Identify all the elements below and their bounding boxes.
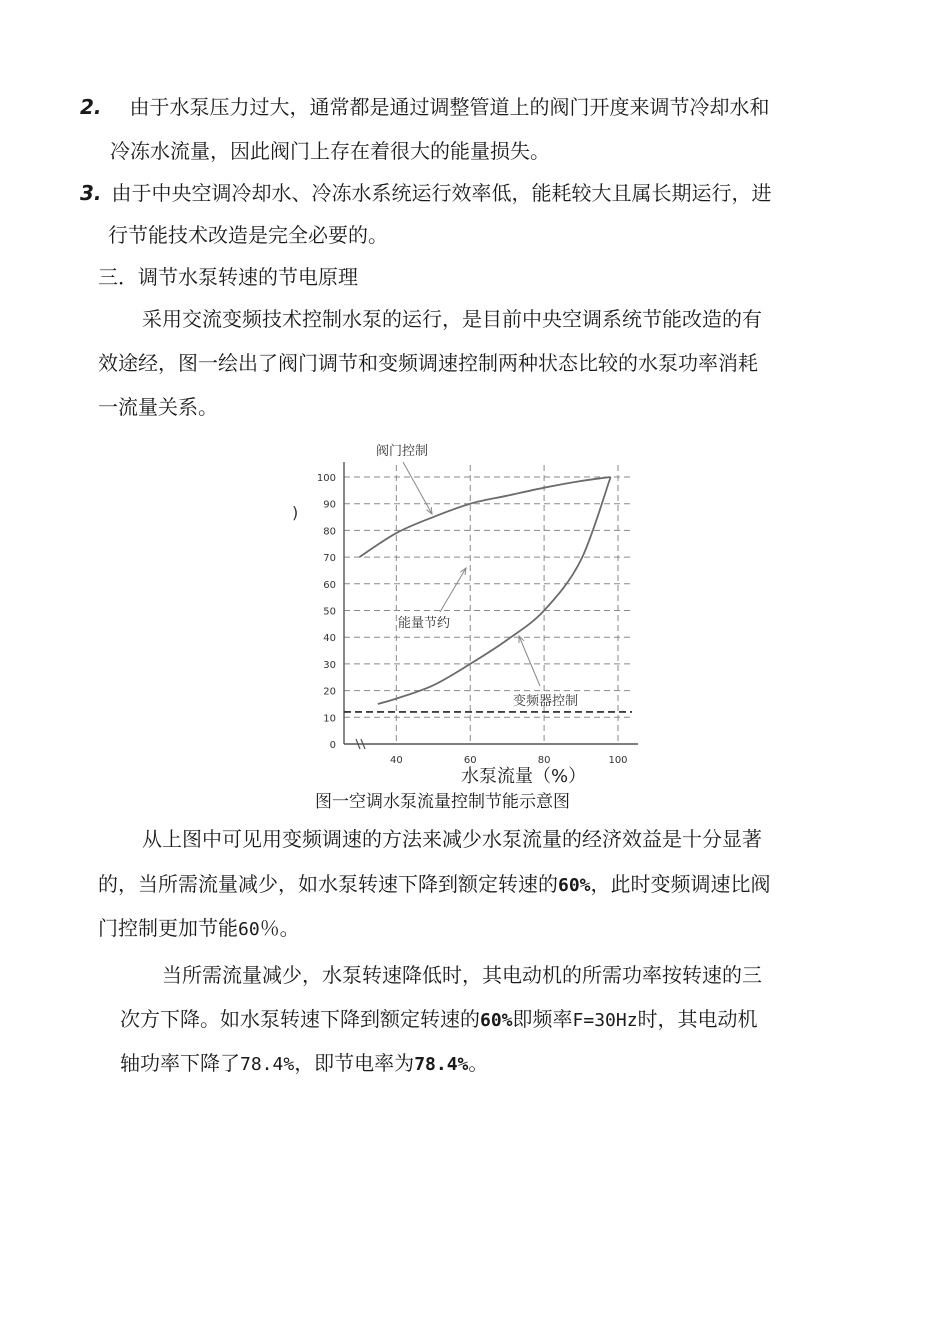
x-axis-label: 水泵流量（%） [461,766,587,787]
para2-line2-c: ，此时变频调速比阀 [590,872,771,896]
list-item-3-text-line1: 由于中央空调冷却水、冷冻水系统运行效率低，能耗较大且属长期运行，进 [111,181,772,205]
para1-line2: 效途经，图一绘出了阀门调节和变频调速控制两种状态比较的水泵功率消耗 [98,351,758,375]
para1-line1: 采用交流变频技术控制水泵的运行，是目前中央空调系统节能改造的有 [142,307,762,331]
para3-line2-value: 60% [480,1010,513,1031]
list-item-2-text-line2: 冷冻水流量，因此阀门上存在着很大的能量损失。 [110,139,550,163]
figure-caption: 图一空调水泵流量控制节能示意图 [315,792,570,812]
list-number-3: 3. [80,181,102,205]
y-tick-label: 60 [323,579,336,591]
para2-line1: 从上图中可见用变频调速的方法来减少水泵流量的经济效益是十分显著 [142,827,762,851]
x-tick-label: 40 [389,755,403,766]
para3-line3 [120,1050,488,1078]
y-tick-label: 0 [329,740,336,751]
annotation-energy-saving: 能量节约 [398,616,451,631]
y-tick-label: 70 [323,553,336,565]
y-tick-label: 20 [323,686,336,698]
x-tick-label: 100 [608,755,628,766]
y-tick-label: 90 [323,499,336,511]
para3-line3-c: ，即节电率为 [294,1051,415,1075]
list-item-3-text-line2: 行节能技术改造是完全必要的。 [108,223,388,247]
para2-line3-value: 60 [238,919,260,940]
annotation-vfd-control-arrow [519,636,540,686]
para3-line2-c: 即频率 [512,1007,573,1031]
para2-line3-a: 门控制更加节能 [98,916,238,940]
y-tick-label: 50 [323,606,336,618]
annotation-valve-control-arrow [403,462,432,514]
y-tick-label: 100 [316,473,336,484]
y-tick-label: 80 [323,526,336,538]
para3-line3-value1: 78.4% [240,1054,295,1075]
y-axis-label: ) [292,503,299,522]
para3-line3-e: 。 [468,1051,489,1075]
para2-line2-a: 的，当所需流量减少，如水泵转速下降到额定转速的 [98,872,558,896]
x-tick-label: 60 [463,755,477,766]
annotation-energy-saving-arrow [440,568,466,612]
annotation-energy-saving-arrowhead [460,568,466,575]
para2-line2 [98,871,771,899]
para3-line3-a: 轴功率下降了 [120,1051,240,1075]
para3-line1: 当所需流量减少，水泵转速降低时，其电动机的所需功率按转速的三 [162,963,762,987]
annotation-vfd-control: 变频器控制 [513,694,579,709]
para2-line2-value: 60% [558,875,591,896]
y-tick-label: 30 [323,659,336,671]
y-tick-label: 40 [323,633,336,645]
section-heading: 三．调节水泵转速的节电原理 [98,265,358,289]
y-tick-label: 10 [323,713,336,725]
annotation-valve-control: 阀门控制 [376,444,429,459]
x-tick-label: 80 [537,755,551,766]
para3-line2-freq: F=30Hz [572,1010,638,1031]
para3-line2-a: 次方下降。如水泵转速下降到额定转速的 [120,1007,480,1031]
vfd-control-curve [378,477,611,704]
para3-line3-value2: 78.4% [414,1054,469,1075]
para2-line3-c: ％。 [259,916,300,940]
para3-line2-e: 时，其电动机 [637,1007,758,1031]
para2-line3 [98,915,300,943]
para1-line3: 一流量关系。 [98,395,218,419]
para3-line2 [120,1006,758,1034]
list-item-2-text-line1: 由于水泵压力过大，通常都是通过调整管道上的阀门开度来调节冷却水和 [129,95,770,119]
list-number-2: 2. [80,95,102,119]
valve-control-curve [359,477,610,557]
